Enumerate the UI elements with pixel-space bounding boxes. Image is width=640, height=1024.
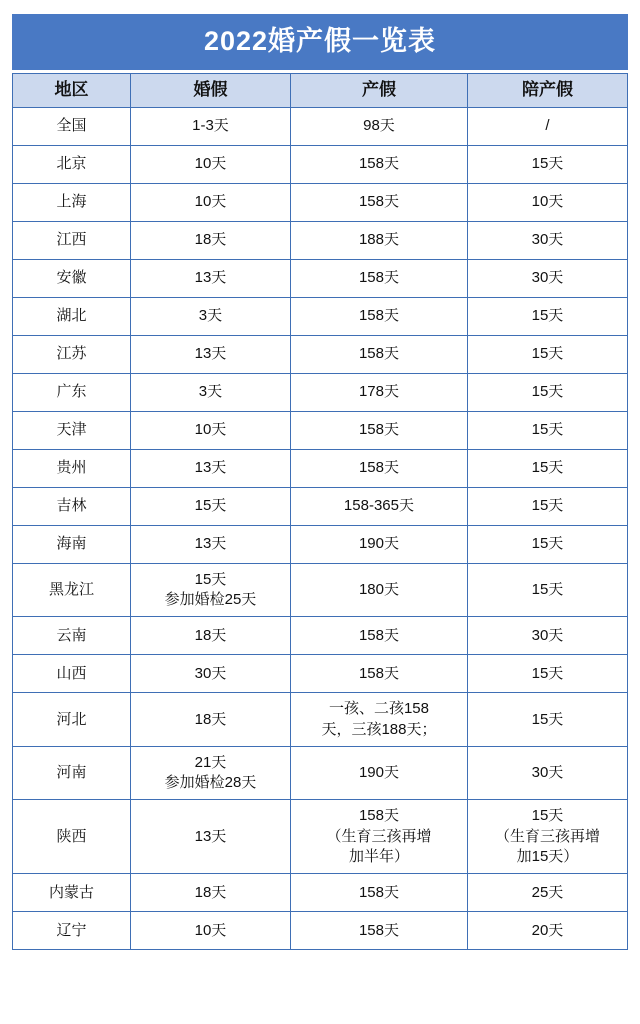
table-row <box>13 145 628 183</box>
cell-maternity-leave <box>291 259 468 297</box>
table-header <box>13 74 628 108</box>
cell-maternity-leave <box>291 525 468 563</box>
cell-line: 158天 <box>358 459 399 477</box>
column-header-marriage-leave: 婚假 <box>130 74 290 108</box>
cell-paternity-leave <box>467 525 627 563</box>
cell-line: 15天 <box>531 807 564 825</box>
cell-line: 10天 <box>194 155 227 173</box>
cell-line: 3天 <box>198 307 223 325</box>
table-row <box>13 693 628 747</box>
cell-marriage-leave <box>130 107 290 145</box>
cell-line: 15天 <box>531 155 564 173</box>
cell-region: 江苏 <box>13 335 131 373</box>
cell-line: 158天 <box>358 883 399 901</box>
cell-line: 30天 <box>531 231 564 249</box>
table-row <box>13 746 628 800</box>
cell-region: 内蒙古 <box>13 874 131 912</box>
cell-line: 10天 <box>194 193 227 211</box>
cell-marriage-leave <box>130 800 290 874</box>
cell-marriage-leave <box>130 297 290 335</box>
table-row <box>13 449 628 487</box>
cell-region: 河北 <box>13 693 131 747</box>
cell-paternity-leave <box>467 746 627 800</box>
cell-paternity-leave <box>467 259 627 297</box>
cell-region: 天津 <box>13 411 131 449</box>
cell-marriage-leave <box>130 411 290 449</box>
cell-marriage-leave <box>130 563 290 617</box>
cell-region: 全国 <box>13 107 131 145</box>
cell-line: 15天 <box>531 497 564 515</box>
cell-line: 18天 <box>194 626 227 644</box>
table-row <box>13 617 628 655</box>
cell-line: 18天 <box>194 883 227 901</box>
cell-line: 参加婚检25天 <box>164 591 257 609</box>
cell-maternity-leave <box>291 746 468 800</box>
cell-line: 1-3天 <box>192 117 229 135</box>
cell-line: 20天 <box>531 921 564 939</box>
cell-line: 15天 <box>531 581 564 599</box>
cell-marriage-leave <box>130 259 290 297</box>
column-header-paternity-leave: 陪产假 <box>467 74 627 108</box>
cell-line: 158天 <box>358 307 399 325</box>
cell-line: 15天 <box>531 664 564 682</box>
cell-line: 15天 <box>531 307 564 325</box>
cell-region: 吉林 <box>13 487 131 525</box>
cell-line: 158天 <box>358 664 399 682</box>
cell-maternity-leave <box>291 449 468 487</box>
cell-line: （生育三孩再增 <box>326 827 432 845</box>
cell-region: 安徽 <box>13 259 131 297</box>
cell-maternity-leave <box>291 874 468 912</box>
cell-line: 3天 <box>198 383 223 401</box>
table-row <box>13 655 628 693</box>
cell-marriage-leave <box>130 183 290 221</box>
cell-paternity-leave <box>467 145 627 183</box>
cell-line: 15天 <box>194 497 227 515</box>
cell-line: 158天 <box>358 921 399 939</box>
cell-marriage-leave <box>130 693 290 747</box>
cell-line: 158天 <box>358 269 399 287</box>
table-row <box>13 335 628 373</box>
cell-line: 188天 <box>358 231 399 249</box>
cell-line: 190天 <box>358 535 399 553</box>
cell-maternity-leave <box>291 221 468 259</box>
table-row <box>13 107 628 145</box>
cell-paternity-leave <box>467 297 627 335</box>
cell-line: 15天 <box>531 345 564 363</box>
cell-paternity-leave <box>467 487 627 525</box>
cell-line: 180天 <box>358 581 399 599</box>
cell-maternity-leave <box>291 693 468 747</box>
cell-line: 15天 <box>531 535 564 553</box>
cell-line: 15天 <box>531 710 564 728</box>
cell-line: 参加婚检28天 <box>164 774 257 792</box>
cell-marriage-leave <box>130 449 290 487</box>
cell-maternity-leave <box>291 107 468 145</box>
table-row <box>13 912 628 950</box>
cell-paternity-leave <box>467 655 627 693</box>
cell-line: 13天 <box>194 535 227 553</box>
cell-line: （生育三孩再增 <box>494 827 600 845</box>
cell-line: 13天 <box>194 269 227 287</box>
cell-line: 158天 <box>358 807 399 825</box>
table-row <box>13 183 628 221</box>
cell-line: 18天 <box>194 231 227 249</box>
cell-region: 辽宁 <box>13 912 131 950</box>
cell-maternity-leave <box>291 617 468 655</box>
cell-line: 18天 <box>194 710 227 728</box>
cell-region: 上海 <box>13 183 131 221</box>
cell-paternity-leave <box>467 107 627 145</box>
cell-line: 13天 <box>194 459 227 477</box>
cell-maternity-leave <box>291 183 468 221</box>
cell-maternity-leave <box>291 800 468 874</box>
cell-line: 158-365天 <box>343 497 414 515</box>
cell-line: 10天 <box>194 421 227 439</box>
page-title: 2022婚产假一览表 <box>12 14 628 70</box>
table-row <box>13 259 628 297</box>
cell-marriage-leave <box>130 746 290 800</box>
cell-maternity-leave <box>291 912 468 950</box>
cell-maternity-leave <box>291 335 468 373</box>
table-row <box>13 487 628 525</box>
cell-marriage-leave <box>130 335 290 373</box>
cell-marriage-leave <box>130 617 290 655</box>
cell-region: 江西 <box>13 221 131 259</box>
table-header-row <box>13 74 628 108</box>
table-row <box>13 525 628 563</box>
cell-line: 15天 <box>531 421 564 439</box>
cell-line: 158天 <box>358 345 399 363</box>
cell-paternity-leave <box>467 800 627 874</box>
cell-region: 北京 <box>13 145 131 183</box>
cell-marriage-leave <box>130 221 290 259</box>
cell-maternity-leave <box>291 297 468 335</box>
cell-maternity-leave <box>291 563 468 617</box>
cell-line: 30天 <box>531 626 564 644</box>
cell-line: 21天 <box>194 753 227 771</box>
holiday-table <box>12 73 628 950</box>
cell-paternity-leave <box>467 617 627 655</box>
table-body <box>13 107 628 949</box>
cell-region: 云南 <box>13 617 131 655</box>
cell-marriage-leave <box>130 145 290 183</box>
cell-line: 15天 <box>194 570 227 588</box>
cell-line: 158天 <box>358 421 399 439</box>
table-row <box>13 411 628 449</box>
cell-region: 陕西 <box>13 800 131 874</box>
cell-region: 山西 <box>13 655 131 693</box>
table-row <box>13 874 628 912</box>
cell-marriage-leave <box>130 912 290 950</box>
column-header-maternity-leave: 产假 <box>291 74 468 108</box>
cell-line: 13天 <box>194 827 227 845</box>
cell-region: 湖北 <box>13 297 131 335</box>
cell-marriage-leave <box>130 487 290 525</box>
cell-line: 15天 <box>531 383 564 401</box>
cell-region: 河南 <box>13 746 131 800</box>
cell-marriage-leave <box>130 373 290 411</box>
table-row <box>13 373 628 411</box>
cell-line: 天，三孩188天； <box>321 720 437 738</box>
cell-maternity-leave <box>291 145 468 183</box>
cell-maternity-leave <box>291 487 468 525</box>
cell-line: 158天 <box>358 155 399 173</box>
cell-marriage-leave <box>130 655 290 693</box>
cell-region: 海南 <box>13 525 131 563</box>
cell-line: 30天 <box>194 664 227 682</box>
cell-marriage-leave <box>130 525 290 563</box>
column-header-region: 地区 <box>13 74 131 108</box>
cell-paternity-leave <box>467 411 627 449</box>
cell-line: 190天 <box>358 764 399 782</box>
cell-paternity-leave <box>467 221 627 259</box>
cell-line: / <box>545 117 550 135</box>
cell-paternity-leave <box>467 449 627 487</box>
table-row <box>13 800 628 874</box>
cell-paternity-leave <box>467 912 627 950</box>
cell-paternity-leave <box>467 335 627 373</box>
cell-line: 30天 <box>531 764 564 782</box>
cell-line: 98天 <box>363 117 395 135</box>
cell-line: 15天 <box>531 459 564 477</box>
cell-line: 10天 <box>194 921 227 939</box>
cell-line: 加15天） <box>516 847 579 865</box>
cell-maternity-leave <box>291 373 468 411</box>
cell-paternity-leave <box>467 693 627 747</box>
cell-line: 30天 <box>531 269 564 287</box>
cell-paternity-leave <box>467 183 627 221</box>
cell-paternity-leave <box>467 874 627 912</box>
table-row <box>13 221 628 259</box>
cell-region: 广东 <box>13 373 131 411</box>
cell-line: 一孩、二孩158 <box>328 700 429 718</box>
cell-line: 加半年） <box>348 847 409 865</box>
cell-marriage-leave <box>130 874 290 912</box>
cell-line: 13天 <box>194 345 227 363</box>
cell-paternity-leave <box>467 563 627 617</box>
cell-region: 贵州 <box>13 449 131 487</box>
table-row <box>13 297 628 335</box>
cell-line: 10天 <box>531 193 564 211</box>
cell-maternity-leave <box>291 655 468 693</box>
cell-paternity-leave <box>467 373 627 411</box>
cell-line: 25天 <box>531 883 564 901</box>
cell-maternity-leave <box>291 411 468 449</box>
table-row <box>13 563 628 617</box>
cell-line: 158天 <box>358 193 399 211</box>
cell-line: 158天 <box>358 626 399 644</box>
cell-line: 178天 <box>358 383 399 401</box>
cell-region: 黑龙江 <box>13 563 131 617</box>
